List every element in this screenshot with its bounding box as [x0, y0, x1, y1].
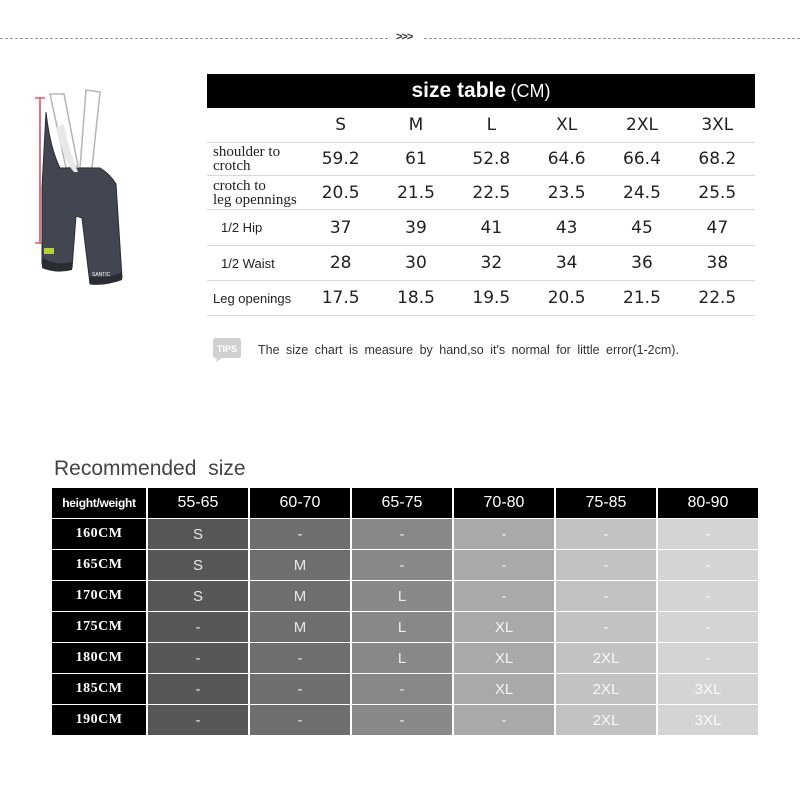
size-row-half-waist [207, 246, 755, 281]
recommended-cell: - [556, 519, 658, 550]
size-cell: 20.5 [303, 176, 378, 210]
size-cell: 18.5 [378, 281, 453, 316]
size-cell: 25.5 [680, 176, 755, 210]
recommended-cell: - [352, 674, 454, 705]
size-cell: 41 [454, 210, 529, 246]
recommended-cell: M [250, 550, 352, 581]
size-table-title-unit: (CM) [510, 81, 551, 101]
recommended-row [52, 519, 758, 550]
recommended-cell: L [352, 581, 454, 612]
recommended-cell: 2XL [556, 705, 658, 736]
recommended-row [52, 581, 758, 612]
size-row-crotch-to-leg [207, 176, 755, 210]
size-cell: 66.4 [604, 143, 679, 176]
size-cell: 38 [680, 246, 755, 281]
recommended-cell: - [658, 550, 758, 581]
size-row-label [207, 246, 303, 281]
recommended-cell: 3XL [658, 674, 758, 705]
recommended-cell: - [148, 643, 250, 674]
size-header-cell: 3XL [680, 108, 755, 143]
size-row-label [207, 176, 303, 210]
size-row-label [207, 143, 303, 176]
height-label: 185CM [52, 674, 148, 705]
label-line: Leg openings [213, 290, 292, 306]
corner-header: height/weight [52, 488, 148, 519]
recommended-cell: - [148, 674, 250, 705]
recommended-cell: - [454, 550, 556, 581]
recommended-cell: - [148, 612, 250, 643]
bib-shorts-image [26, 88, 136, 293]
size-cell: 37 [303, 210, 378, 246]
size-cell: 21.5 [378, 176, 453, 210]
recommended-cell: - [658, 612, 758, 643]
height-label: 175CM [52, 612, 148, 643]
recommended-table [52, 488, 758, 736]
size-cell: 21.5 [604, 281, 679, 316]
size-cell: 24.5 [604, 176, 679, 210]
recommended-cell: - [352, 550, 454, 581]
size-cell: 64.6 [529, 143, 604, 176]
size-table-title-main: size table [411, 79, 507, 102]
height-label: 190CM [52, 705, 148, 736]
weight-header: 55-65 [148, 488, 250, 519]
size-cell: 22.5 [454, 176, 529, 210]
size-row-leg-openings [207, 281, 755, 316]
recommended-cell: - [352, 519, 454, 550]
size-header-cell: L [454, 108, 529, 143]
recommended-title: Recommended size [54, 457, 246, 480]
recommended-cell: - [250, 519, 352, 550]
size-grid [207, 108, 755, 316]
recommended-cell: XL [454, 674, 556, 705]
recommended-cell: - [658, 519, 758, 550]
size-cell: 32 [454, 246, 529, 281]
recommended-row [52, 674, 758, 705]
weight-header: 65-75 [352, 488, 454, 519]
size-cell: 23.5 [529, 176, 604, 210]
arrows-icon: >>> [396, 31, 413, 43]
recommended-cell: - [250, 643, 352, 674]
size-table [207, 74, 755, 316]
size-row-label [207, 210, 303, 246]
height-label: 180CM [52, 643, 148, 674]
size-cell: 36 [604, 246, 679, 281]
recommended-cell: 2XL [556, 674, 658, 705]
size-cell: 52.8 [454, 143, 529, 176]
recommended-cell: M [250, 612, 352, 643]
size-cell: 47 [680, 210, 755, 246]
tips-badge-icon [210, 337, 244, 363]
weight-header: 75-85 [556, 488, 658, 519]
size-cell: 68.2 [680, 143, 755, 176]
recommended-cell: - [658, 581, 758, 612]
recommended-cell: XL [454, 643, 556, 674]
size-cell: 59.2 [303, 143, 378, 176]
size-row-label [207, 281, 303, 316]
recommended-cell: - [454, 705, 556, 736]
size-cell: 30 [378, 246, 453, 281]
tips-text: The size chart is measure by hand,so it's normal for little error(1-2cm). [258, 343, 679, 357]
recommended-cell: 2XL [556, 643, 658, 674]
size-cell: 20.5 [529, 281, 604, 316]
label-line: crotch to [213, 177, 266, 194]
label-line: leg opennings [213, 191, 297, 208]
weight-header: 80-90 [658, 488, 758, 519]
size-row-half-hip [207, 210, 755, 246]
top-divider-left [0, 38, 388, 39]
recommended-row [52, 550, 758, 581]
size-cell: 39 [378, 210, 453, 246]
size-header-cell: S [303, 108, 378, 143]
label-line: 1/2 Waist [221, 255, 275, 271]
recommended-cell: - [658, 643, 758, 674]
recommended-cell: L [352, 643, 454, 674]
recommended-cell: S [148, 581, 250, 612]
size-cell: 17.5 [303, 281, 378, 316]
size-header-empty [207, 108, 303, 143]
recommended-cell: - [148, 705, 250, 736]
recommended-cell: S [148, 519, 250, 550]
size-cell: 43 [529, 210, 604, 246]
recommended-cell: - [556, 612, 658, 643]
size-cell: 22.5 [680, 281, 755, 316]
size-cell: 61 [378, 143, 453, 176]
weight-header: 70-80 [454, 488, 556, 519]
size-header-row [207, 108, 755, 143]
recommended-header-row [52, 488, 758, 519]
recommended-cell: - [250, 705, 352, 736]
recommended-cell: L [352, 612, 454, 643]
recommended-cell: S [148, 550, 250, 581]
recommended-cell: XL [454, 612, 556, 643]
recommended-row [52, 643, 758, 674]
size-header-cell: M [378, 108, 453, 143]
size-row-shoulder-to-crotch [207, 143, 755, 176]
size-cell: 45 [604, 210, 679, 246]
height-label: 160CM [52, 519, 148, 550]
label-line: crotch [213, 158, 251, 174]
recommended-row [52, 612, 758, 643]
recommended-cell: - [454, 519, 556, 550]
height-label: 170CM [52, 581, 148, 612]
recommended-cell: - [556, 581, 658, 612]
size-header-cell: XL [529, 108, 604, 143]
size-header-cell: 2XL [604, 108, 679, 143]
height-label: 165CM [52, 550, 148, 581]
size-table-title [207, 74, 755, 108]
weight-header: 60-70 [250, 488, 352, 519]
top-divider-right [424, 38, 800, 39]
recommended-row [52, 705, 758, 736]
brand-text: SANTIC [92, 272, 111, 278]
recommended-cell: - [556, 550, 658, 581]
recommended-cell: - [250, 674, 352, 705]
size-cell: 28 [303, 246, 378, 281]
size-cell: 19.5 [454, 281, 529, 316]
recommended-cell: - [352, 705, 454, 736]
recommended-cell: 3XL [658, 705, 758, 736]
label-line: 1/2 Hip [221, 220, 263, 235]
tips-badge-label: TIPS [216, 344, 238, 354]
label-line: shoulder to [213, 144, 281, 160]
recommended-cell: M [250, 581, 352, 612]
recommended-cell: - [454, 581, 556, 612]
size-cell: 34 [529, 246, 604, 281]
